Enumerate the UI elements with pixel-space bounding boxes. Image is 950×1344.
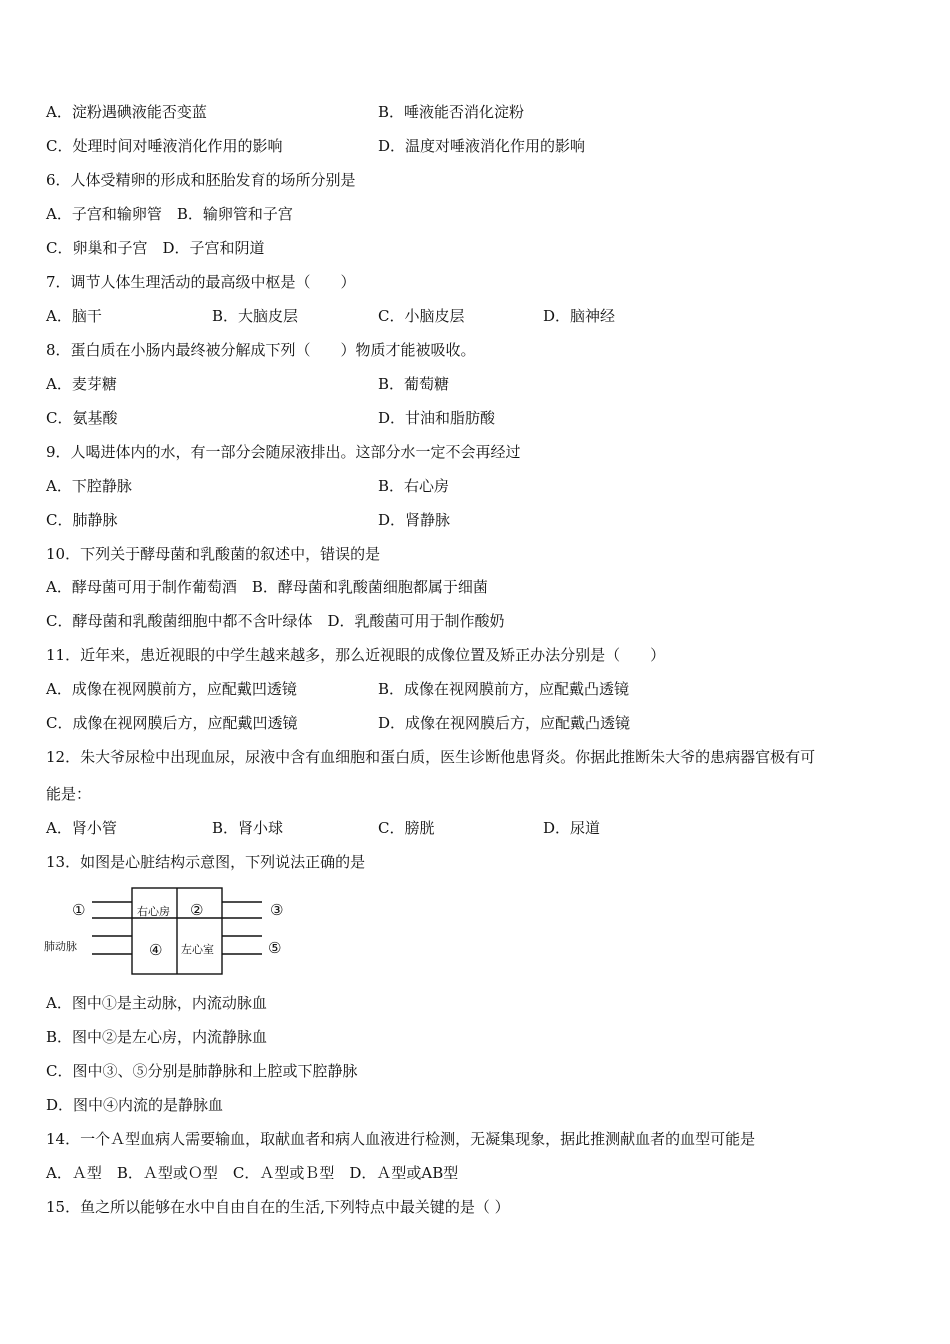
q11-option-c: C．成像在视网膜后方，应配戴凹透镜 — [46, 714, 298, 732]
q5-option-a: A．淀粉遇碘液能否变蓝 — [46, 103, 207, 121]
q14-stem: 14．一个Ａ型血病人需要输血，取献血者和病人血液进行检测，无凝集现象，据此推测献血者的血型可能是 — [46, 1130, 756, 1148]
q6-options-line2: C．卵巢和子宫 D．子宫和阴道 — [46, 239, 265, 257]
q9-option-b: B．右心房 — [378, 477, 450, 495]
q8-option-c: C．氨基酸 — [46, 409, 118, 427]
q8-option-d: D．甘油和脂肪酸 — [378, 409, 496, 427]
q9-stem: 9．人喝进体内的水，有一部分会随尿液排出。这部分水一定不会再经过 — [46, 443, 521, 461]
q5-option-b: B．唾液能否消化淀粉 — [378, 103, 525, 121]
q7-option-c: C．小脑皮层 — [378, 307, 465, 325]
q9-option-d: D．肾静脉 — [378, 511, 451, 529]
q15-stem: 15．鱼之所以能够在水中自由自在的生活,下列特点中最关键的是（ ） — [46, 1198, 510, 1216]
q13-stem: 13．如图是心脏结构示意图，下列说法正确的是 — [46, 853, 366, 871]
q11-option-a: A．成像在视网膜前方，应配戴凹透镜 — [46, 680, 297, 698]
q7-option-a: A．脑干 — [46, 307, 102, 325]
q14-options: A．Ａ型 B．Ａ型或Ｏ型 C．Ａ型或Ｂ型 D．Ａ型或AB型 — [46, 1164, 459, 1182]
heart-structure-diagram — [44, 884, 294, 978]
diagram-label-5: ⑤ — [268, 939, 282, 957]
q5-option-d: D．温度对唾液消化作用的影响 — [378, 137, 586, 155]
q6-options-line1: A．子宫和输卵管 B．输卵管和子宫 — [46, 205, 293, 223]
q13-option-c: C．图中③、⑤分别是肺静脉和上腔或下腔静脉 — [46, 1062, 358, 1080]
q12-option-d: D．尿道 — [543, 819, 601, 837]
q12-option-a: A．肾小管 — [46, 819, 117, 837]
q7-stem: 7．调节人体生理活动的最高级中枢是（ ） — [46, 273, 356, 291]
q11-option-d: D．成像在视网膜后方，应配戴凸透镜 — [378, 714, 631, 732]
q7-option-b: B．大脑皮层 — [212, 307, 299, 325]
diagram-label-3: ③ — [270, 901, 284, 919]
diagram-label-2: ② — [190, 901, 204, 919]
q8-option-a: A．麦芽糖 — [46, 375, 117, 393]
q12-stem-line1: 12．朱大爷尿检中出现血尿，尿液中含有血细胞和蛋白质，医生诊断他患肾炎。你据此推断朱大爷的患病器官极有可 — [46, 748, 816, 766]
q8-option-b: B．葡萄糖 — [378, 375, 450, 393]
q12-option-b: B．肾小球 — [212, 819, 284, 837]
diagram-label-1: ① — [72, 901, 86, 919]
q9-option-a: A．下腔静脉 — [46, 477, 132, 495]
q9-option-c: C．肺静脉 — [46, 511, 118, 529]
q7-option-d: D．脑神经 — [543, 307, 616, 325]
q10-options-line2: C．酵母菌和乳酸菌细胞中都不含叶绿体 D．乳酸菌可用于制作酸奶 — [46, 612, 505, 630]
diagram-label-right-atrium: 右心房 — [137, 905, 170, 918]
q13-option-a: A．图中①是主动脉，内流动脉血 — [46, 994, 267, 1012]
q12-option-c: C．膀胱 — [378, 819, 435, 837]
q12-stem-line2: 能是： — [46, 785, 92, 803]
diagram-label-4: ④ — [149, 941, 163, 959]
q13-option-d: D．图中④内流的是静脉血 — [46, 1096, 224, 1114]
q8-stem: 8．蛋白质在小肠内最终被分解成下列（ ）物质才能被吸收。 — [46, 341, 476, 359]
q5-option-c: C．处理时间对唾液消化作用的影响 — [46, 137, 283, 155]
q10-options-line1: A．酵母菌可用于制作葡萄酒 B．酵母菌和乳酸菌细胞都属于细菌 — [46, 578, 488, 596]
diagram-label-pulmonary-artery: 肺动脉 — [44, 940, 77, 953]
q6-stem: 6．人体受精卵的形成和胚胎发育的场所分别是 — [46, 171, 356, 189]
q11-option-b: B．成像在视网膜前方，应配戴凸透镜 — [378, 680, 630, 698]
q11-stem: 11．近年来，患近视眼的中学生越来越多，那么近视眼的成像位置及矫正办法分别是（ ） — [46, 646, 666, 664]
diagram-label-left-ventricle: 左心室 — [181, 943, 214, 956]
q13-option-b: B．图中②是左心房，内流静脉血 — [46, 1028, 268, 1046]
q10-stem: 10．下列关于酵母菌和乳酸菌的叙述中，错误的是 — [46, 545, 381, 563]
